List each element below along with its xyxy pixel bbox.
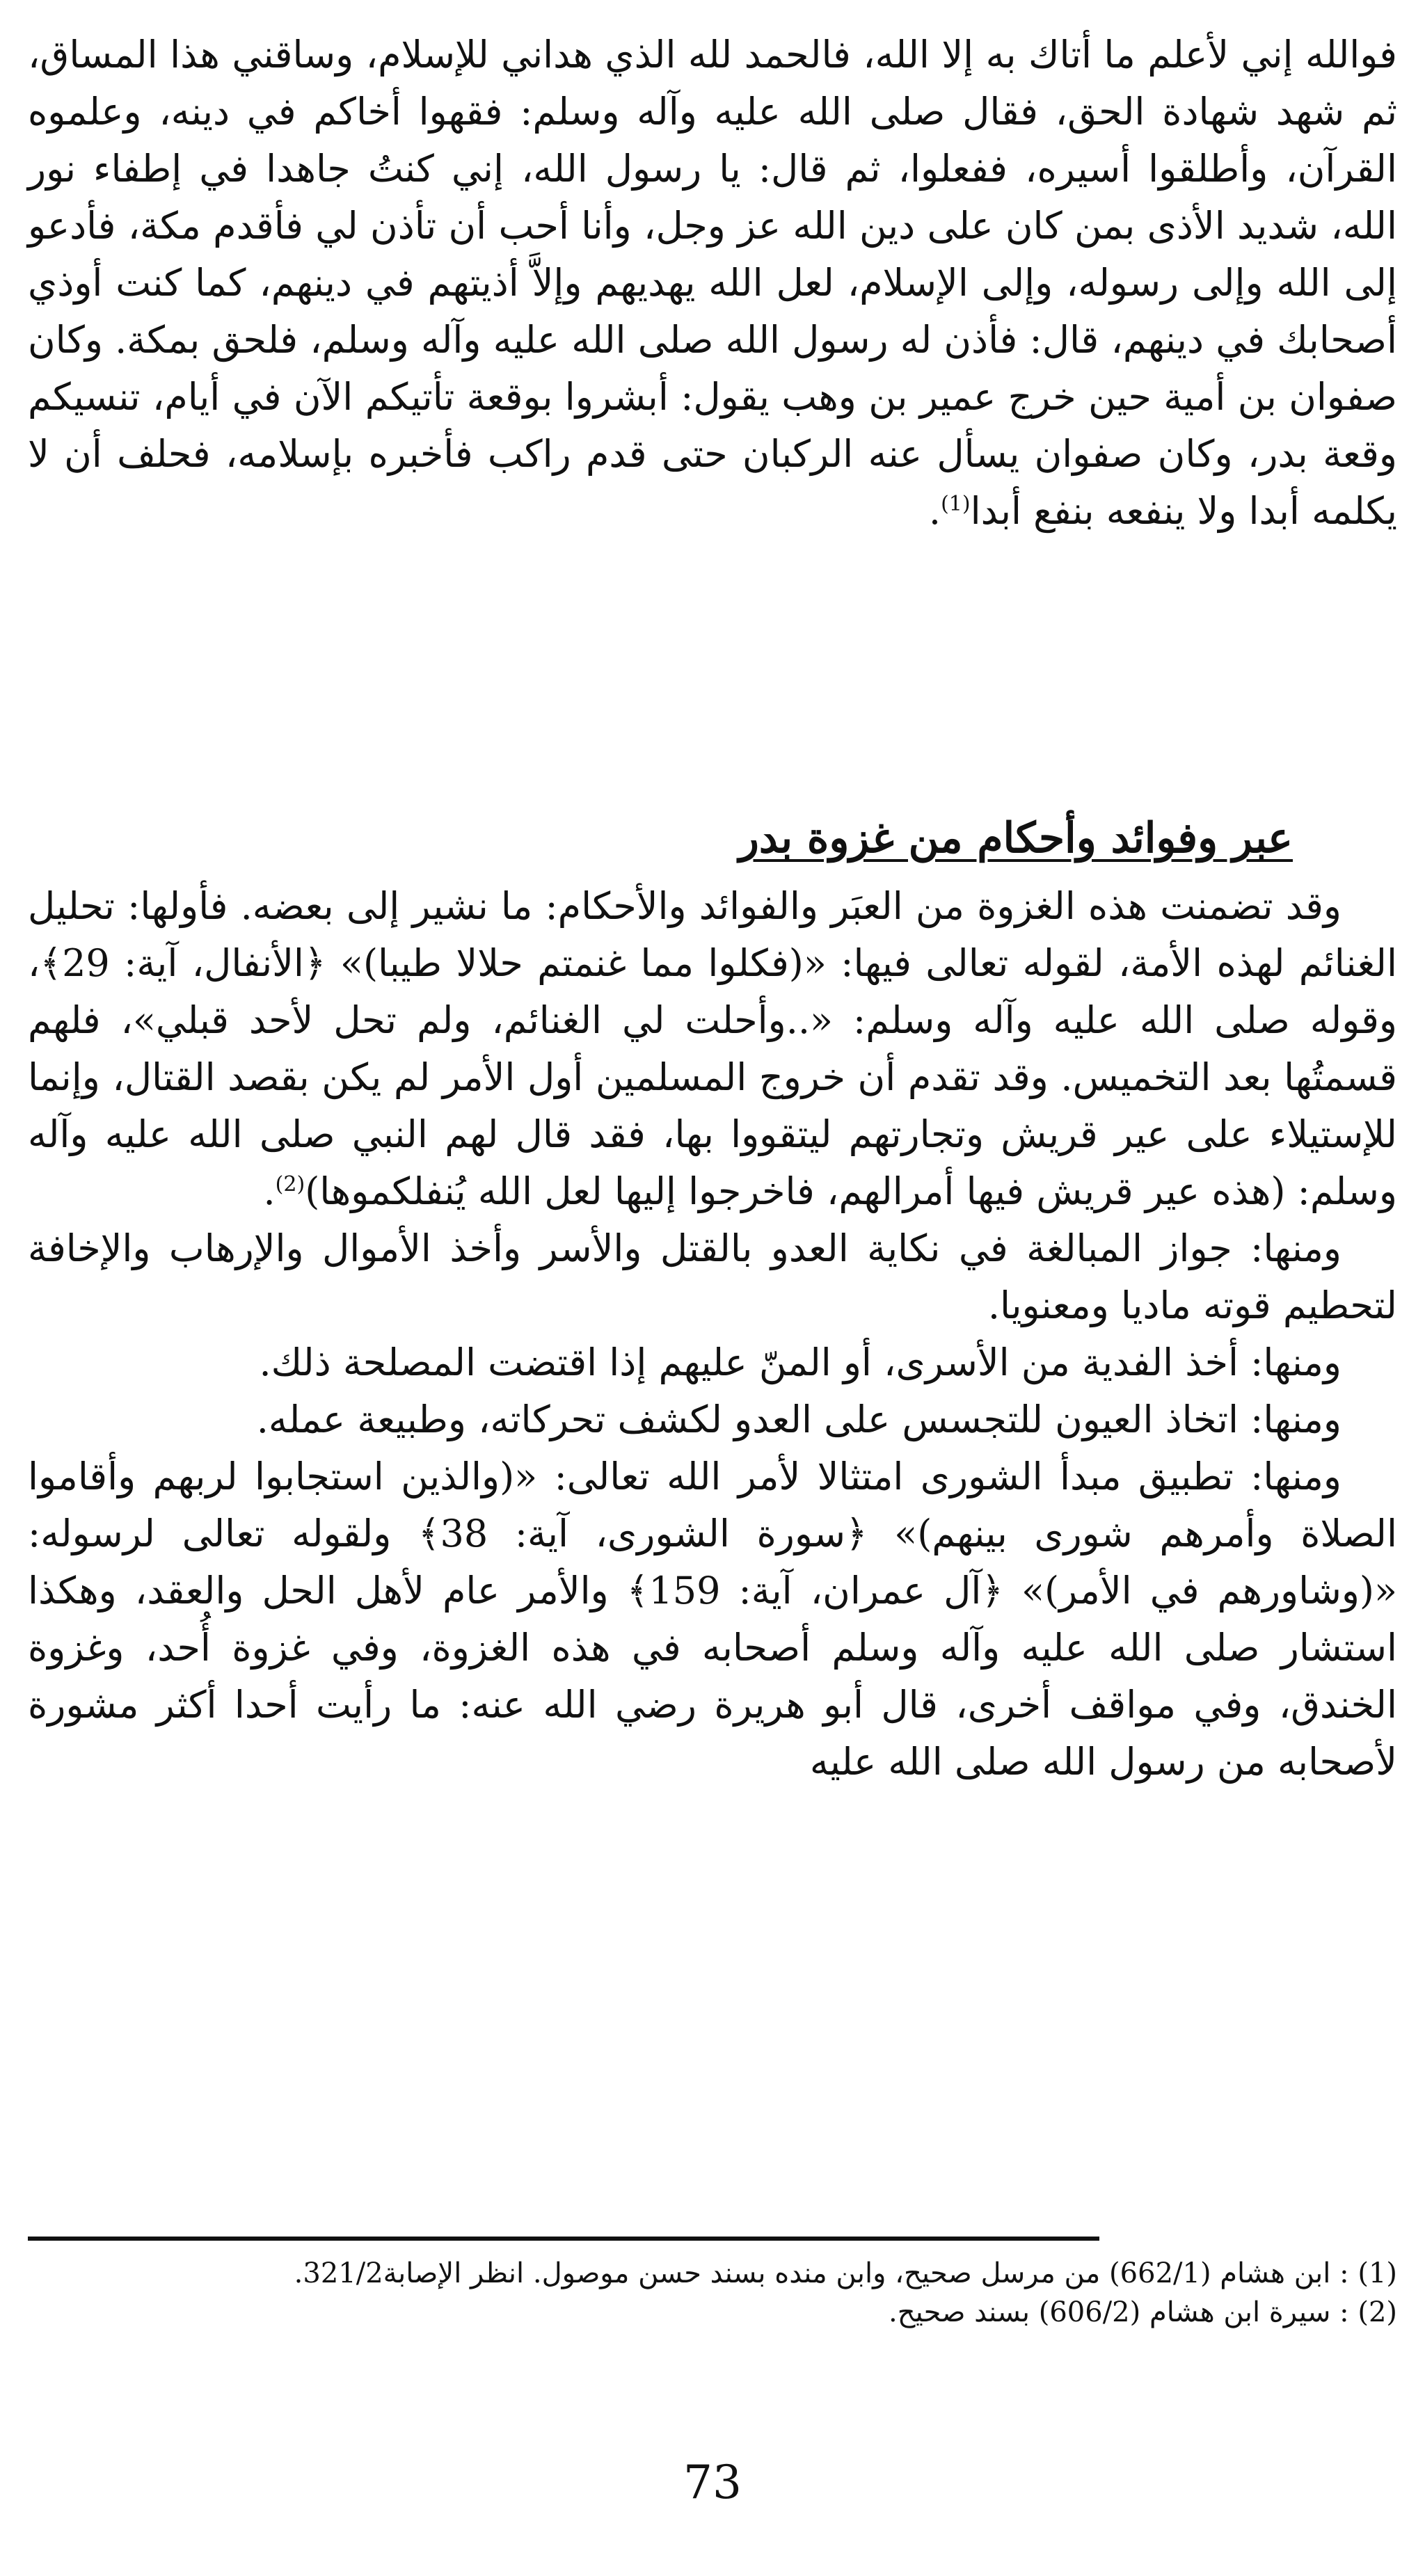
paragraph-shura: ومنها: تطبيق مبدأ الشورى امتثالا لأمر الله تعالى: «(والذين استجابوا لربهم وأقاموا الصلاة وأمرهم شورى بينهم)» ﴿سورة الشورى، آية: 38﴾ ولقوله تعالى لرسوله: «(وشاورهم في الأمر)» ﴿آل عمران، آية: 159﴾ والأمر عام لأهل الحل والعقد، وهكذا استشار صلى الله عليه وآله وسلم أصحابه في هذه الغزوة، وفي غزوة أُحد، وغزوة الخندق، وفي مواقف أخرى، قال أبو هريرة رضي الله عنه: ما رأيت أحدا أكثر مشورة لأصحابه من رسول الله صلى الله عليه (28, 1455, 1398, 1784)
footnote-1: (1) : ابن هشام (662/1) من مرسل صحيح، وابن منده بسند حسن موصول. انظر الإصابة321/2. (294, 2257, 1397, 2289)
book-page (28, 0, 1397, 2576)
footnote-2: (2) : سيرة ابن هشام (606/2) بسند صحيح. (889, 2296, 1397, 2328)
footnote-reference-1: (1) (941, 492, 971, 516)
paragraph-enemy-pressure: ومنها: جواز المبالغة في نكاية العدو بالقتل والأسر وأخذ الأموال والإرهاب والإخافة لتحطيم قوته ماديا ومعنويا. (28, 1226, 1397, 1327)
intro-text (28, 26, 1397, 540)
footnote-divider (28, 2237, 1099, 2241)
section-body (28, 878, 1397, 1791)
footnote-reference-2: (2) (275, 1172, 305, 1197)
paragraph-spoils: وقد تضمنت هذه الغزوة من العبَر والفوائد والأحكام: ما نشير إلى بعضه. فأولها: تحليل الغنائم لهذه الأمة، لقوله تعالى فيها: «(فكلوا مما غنمتم حلالا طيبا)» ﴿الأنفال، آية: 29﴾، وقوله صلى الله عليه وآله وسلم: «..وأحلت لي الغنائم، ولم تحل لأحد قبلي»، فلهم قسمتُها بعد التخميس. وقد تقدم أن خروج المسلمين أول الأمر لم يكن بقصد القتال، وإنما للإستيلاء على عير قريش وتجارتهم ليتقووا بها، فقد قال لهم النبي صلى الله عليه وآله وسلم: (هذه عير قريش فيها أمرالهم، فاخرجوا إليها لعل الله يُنفلكموها)$^{(2)}$. (28, 884, 1397, 1213)
paragraph-ransom: ومنها: أخذ الفدية من الأسرى، أو المنّ عليهم إذا اقتضت المصلحة ذلك. (259, 1341, 1342, 1384)
footnotes (28, 2254, 1397, 2332)
paragraph-spoils-text: وقد تضمنت هذه الغزوة من العبَر والفوائد والأحكام: ما نشير إلى بعضه. فأولها: تحليل الغنائم لهذه الأمة، لقوله تعالى فيها: «(فكلوا مما غنمتم حلالا طيبا)» ﴿الأنفال، آية: 29﴾، وقوله صلى الله عليه وآله وسلم: «..وأحلت لي الغنائم، ولم تحل لأحد قبلي»، فلهم قسمتُها بعد التخميس. وقد تقدم أن خروج المسلمين أول الأمر لم يكن بقصد القتال، وإنما للإستيلاء على عير قريش وتجارتهم ليتقووا بها، فقد قال لهم النبي صلى الله عليه وآله وسلم: (هذه عير قريش فيها أمرالهم، فاخرجوا إليها لعل الله يُنفلكموها) (28, 884, 1397, 1213)
intro-paragraph: فوالله إني لأعلم ما أتاك به إلا الله، فالحمد لله الذي هداني للإسلام، وساقني هذا المساق، ثم شهد شهادة الحق، فقال صلى الله عليه وآله وسلم: فقهوا أخاكم في دينه، وعلموه القرآن، وأطلقوا أسيره، ففعلوا، ثم قال: يا رسول الله، إني كنتُ جاهدا في إطفاء نور الله، شديد الأذى بمن كان على دين الله عز وجل، وأنا أحب أن تأذن لي فأقدم مكة، فأدعو إلى الله وإلى رسوله، وإلى الإسلام، لعل الله يهديهم وإلاَّ أذيتهم في دينهم، كما كنت أوذي أصحابك في دينهم، قال: فأذن له رسول الله صلى الله عليه وآله وسلم، فلحق بمكة. وكان صفوان بن أمية حين خرج عمير بن وهب يقول: أبشروا بوقعة تأتيكم الآن في أيام، تنسيكم وقعة بدر، وكان صفوان يسأل عنه الركبان حتى قدم راكب فأخبره بإسلامه، فحلف أن لا يكلمه أبدا ولا ينفعه بنفع أبدا$^{(1)}$. (28, 33, 1397, 533)
intro-paragraph-text: فوالله إني لأعلم ما أتاك به إلا الله، فالحمد لله الذي هداني للإسلام، وساقني هذا المساق، ثم شهد شهادة الحق، فقال صلى الله عليه وآله وسلم: فقهوا أخاكم في دينه، وعلموه القرآن، وأطلقوا أسيره، ففعلوا، ثم قال: يا رسول الله، إني كنتُ جاهدا في إطفاء نور الله، شديد الأذى بمن كان على دين الله عز وجل، وأنا أحب أن تأذن لي فأقدم مكة، فأدعو إلى الله وإلى رسوله، وإلى الإسلام، لعل الله يهديهم وإلاَّ أذيتهم في دينهم، كما كنت أوذي أصحابك في دينهم، قال: فأذن له رسول الله صلى الله عليه وآله وسلم، فلحق بمكة. وكان صفوان بن أمية حين خرج عمير بن وهب يقول: أبشروا بوقعة تأتيكم الآن في أيام، تنسيكم وقعة بدر، وكان صفوان يسأل عنه الركبان حتى قدم راكب فأخبره بإسلامه، فحلف أن لا يكلمه أبدا ولا ينفعه بنفع أبدا (28, 33, 1397, 533)
page-number: 73 (683, 2456, 742, 2509)
paragraph-intelligence: ومنها: اتخاذ العيون للتجسس على العدو لكشف تحركاته، وطبيعة عمله. (256, 1398, 1342, 1441)
section-heading: عبر وفوائد وأحكام من غزوة بدر (738, 814, 1293, 863)
